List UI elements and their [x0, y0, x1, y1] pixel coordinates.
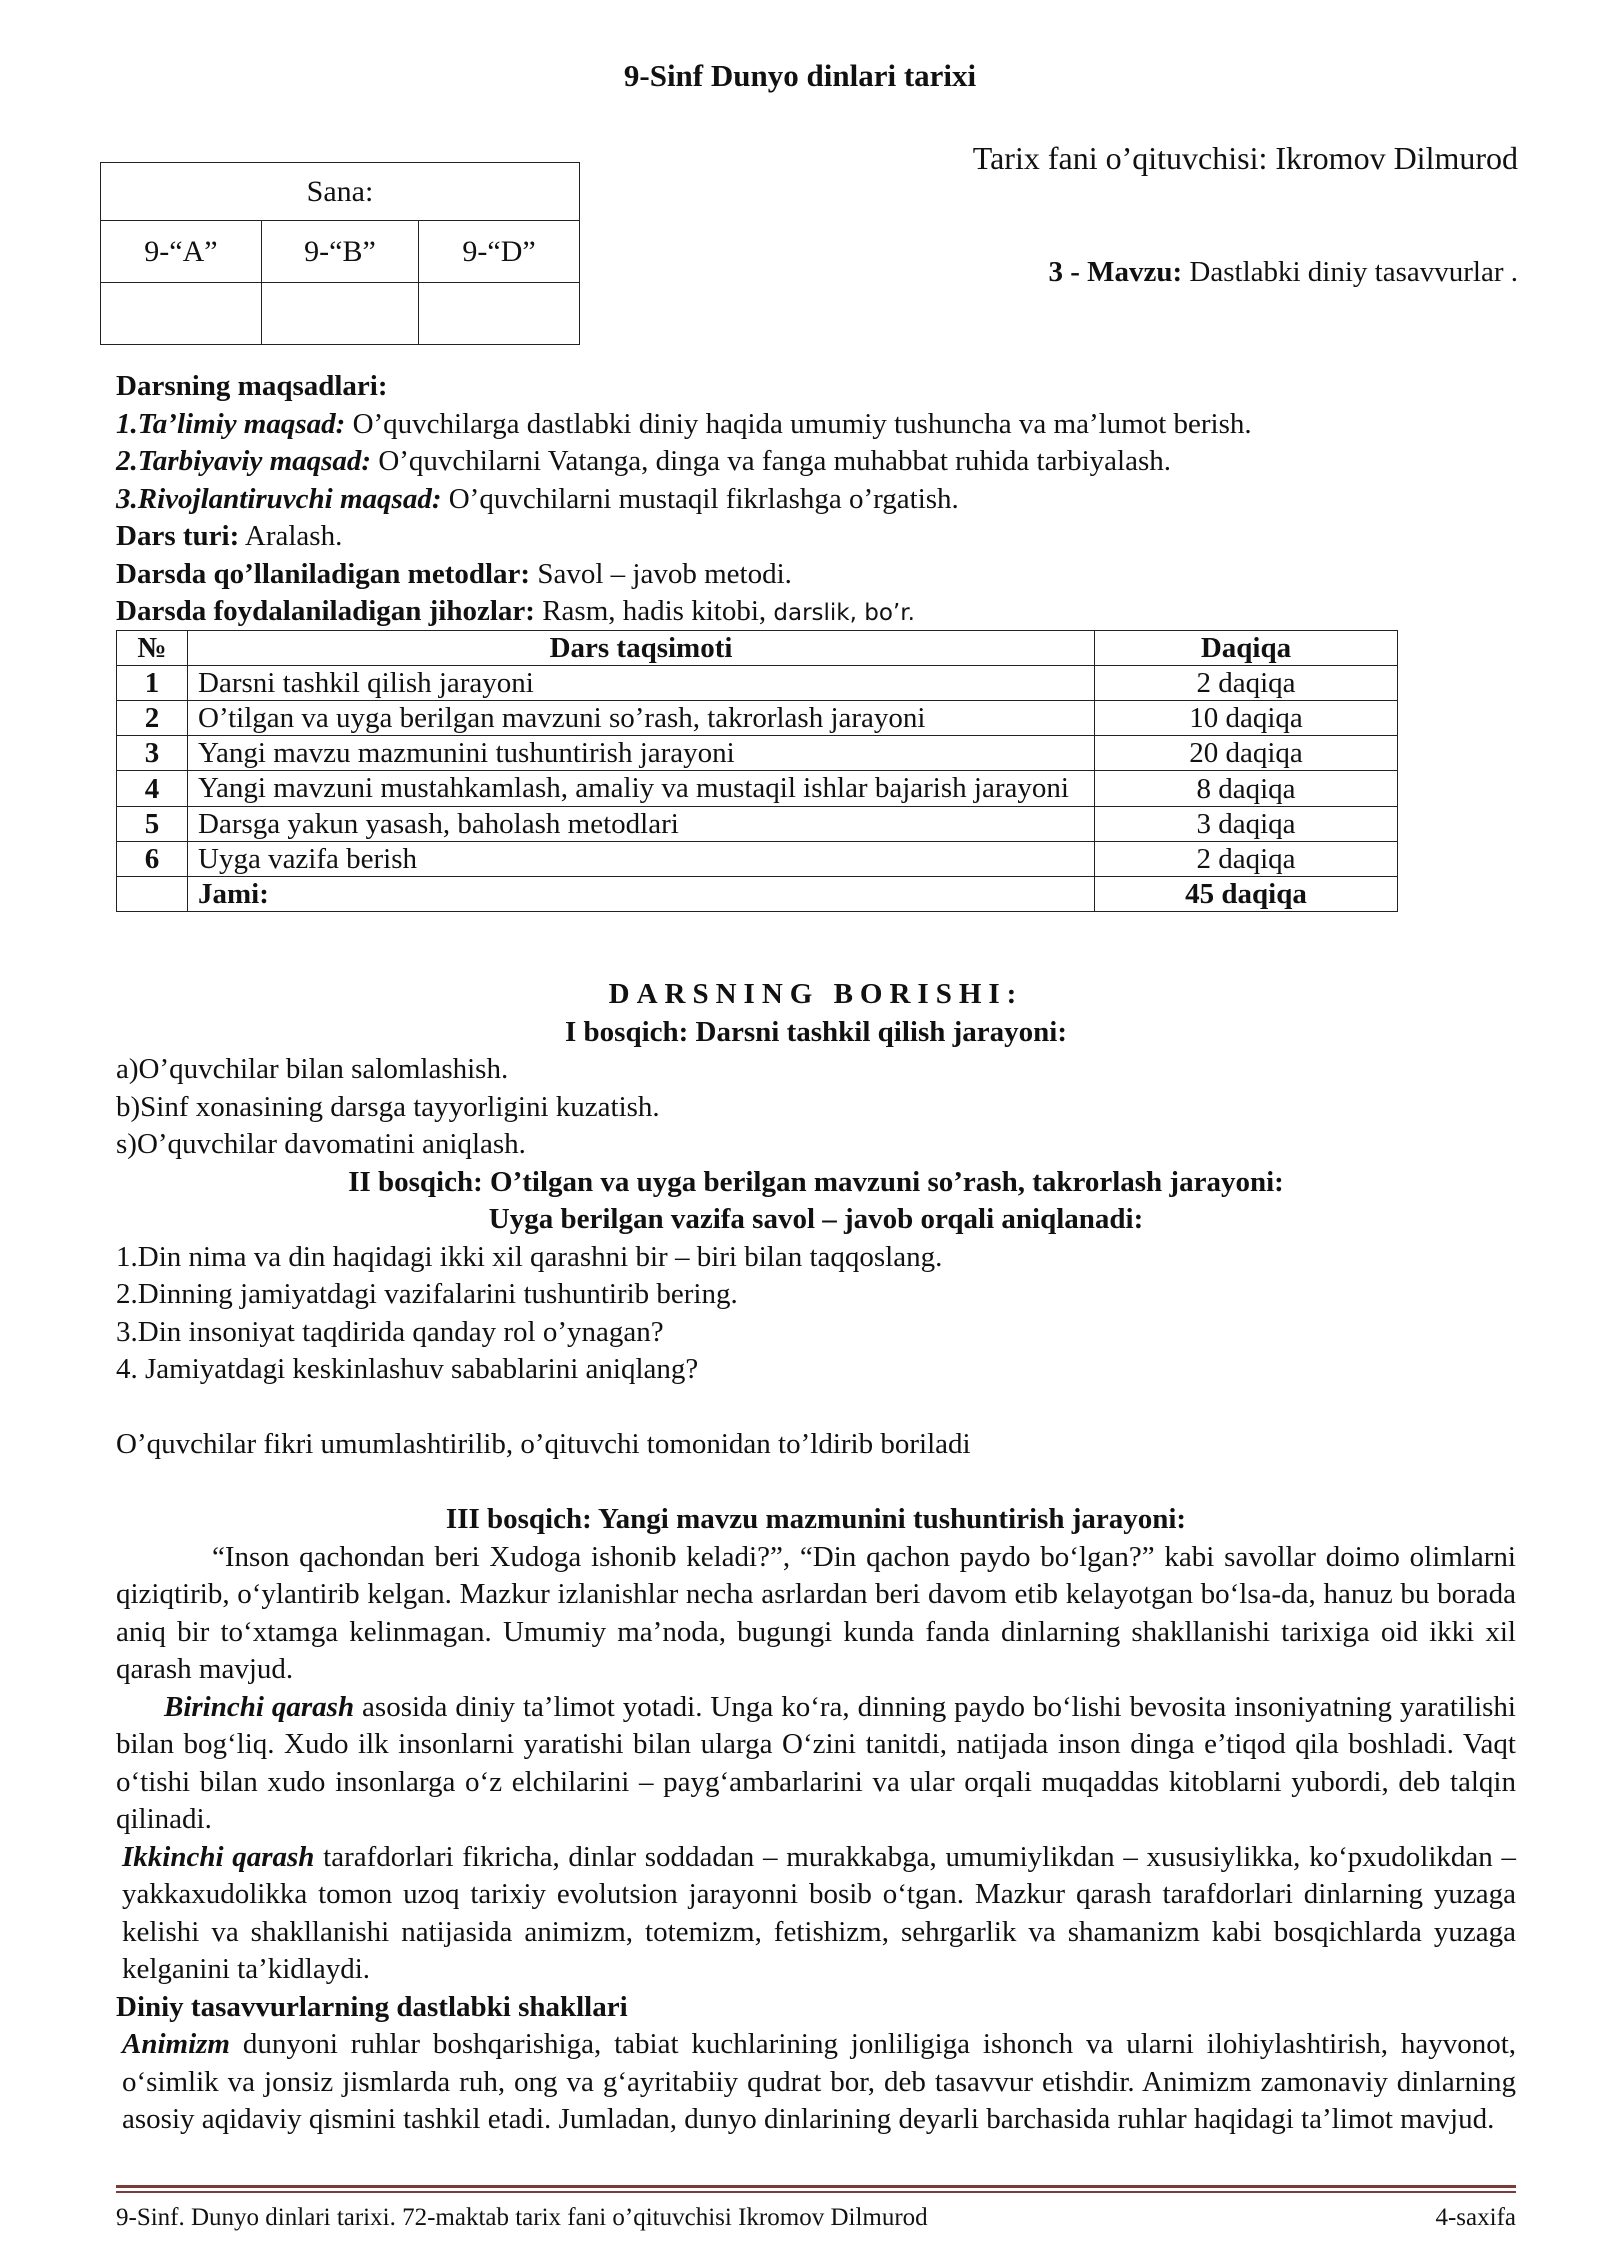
- lesson-info: [116, 368, 1516, 633]
- view-2-text: tarafdorlari fikricha, dinlar soddadan – murakkabga, umumiylikdan – xususiylikka, ko‘pxudolikdan – yakkaxudolikka tomon uzoq tarixiy evolutsion jarayonni bosib o‘tgan. Mazkur qarash tarafdorlari dinlarning yuzaga kelishi va shakllanishi natijasida animizm, totemizm, fetishizm, sehrgarlik va shamanizm kabi bosqichlarda yuzaga kelganini ta’kidlaydi.: [122, 1840, 1516, 1985]
- table-row: 1 Darsni tashkil qilish jarayoni 2 daqiqa: [117, 666, 1398, 701]
- date-table: [100, 162, 580, 345]
- topic-label: 3 - Mavzu:: [1048, 256, 1183, 288]
- table-row: 6 Uyga vazifa berish 2 daqiqa: [117, 842, 1398, 877]
- class-cell-a: 9-“A”: [101, 221, 262, 283]
- objective-2: [116, 443, 1516, 481]
- objective-3: [116, 481, 1516, 519]
- lesson-methods: Darsda qo’llaniladigan metodlar: Savol – javob metodi.: [116, 557, 792, 590]
- objective-1: [116, 406, 1516, 444]
- stage-1-title: I bosqich: Darsni tashkil qilish jarayoni:: [565, 1015, 1067, 1048]
- objective-label: 1.Ta’limiy maqsad:: [116, 407, 346, 440]
- stage-3-intro: “Inson qachondan beri Xudoga ishonib keladi?”, “Din qachon paydo bo‘lgan?” kabi savollar doimo olimlarni qiziqtirib, o‘ylantirib kelgan. Mazkur izlanishlar necha asrlardan beri davom etib kelayotgan bo‘lsa-da, hanuz bu borada aniq bir to‘xtamga kelinmagan. Umumiy ma’noda, bugungi kunda fanda dinlarning shakllanishi tarixiga oid ikki xil qarash mavjud.: [116, 1540, 1516, 1685]
- page-title: 9-Sinf Dunyo dinlari tarixi: [623, 58, 977, 93]
- stage-2-summary: O’quvchilar fikri umumlashtirilib, o’qituvchi tomonidan to’ldirib boriladi: [116, 1428, 971, 1460]
- objective-label: 2.Tarbiyaviy maqsad:: [116, 445, 372, 477]
- total-time: 45 daqiqa: [1095, 877, 1398, 912]
- table-row: 5 Darsga yakun yasash, baholash metodlari 3 daqiqa: [117, 807, 1398, 842]
- view-2-paragraph: [116, 1839, 1516, 1989]
- teacher-line: Tarix fani o’qituvchisi: Ikromov Dilmurod: [972, 140, 1518, 176]
- objective-label: 3.Rivojlantiruvchi maqsad:: [116, 482, 442, 515]
- table-header-row: [117, 631, 1398, 666]
- stage-3-title: III bosqich: Yangi mavzu mazmunini tushuntirish jarayoni:: [445, 1503, 1187, 1535]
- list-item: s)O’quvchilar davomatini aniqlash.: [116, 1128, 526, 1160]
- view-2-label: Ikkinchi qarash: [122, 1840, 315, 1873]
- date-table-header: Sana:: [101, 163, 580, 221]
- col-number-header: №: [117, 631, 188, 666]
- stage-2-subtitle: Uyga berilgan vazifa savol – javob orqali aniqlanadi:: [488, 1203, 1144, 1235]
- animism-label: Animizm: [122, 2028, 230, 2060]
- animism-paragraph: [116, 2026, 1516, 2139]
- question-item: 1.Din nima va din haqidagi ikki xil qarashni bir – biri bilan taqqoslang.: [116, 1240, 943, 1273]
- lesson-equipment: Darsda foydalaniladigan jihozlar: Rasm, hadis kitobi, darslik, bo’r.: [116, 595, 915, 627]
- footer-text: 9-Sinf. Dunyo dinlari tarixi. 72-maktab tarix fani o’qituvchisi Ikromov Dilmurod: [116, 2204, 928, 2231]
- question-item: 2.Dinning jamiyatdagi vazifalarini tushuntirib bering.: [116, 1278, 738, 1310]
- list-item: a)O’quvchilar bilan salomlashish.: [116, 1053, 509, 1085]
- table-row: 4 Yangi mavzuni mustahkamlash, amaliy va mustaqil ishlar bajarish jarayoni 8 daqiqa: [117, 771, 1398, 807]
- lesson-type: Dars turi: Aralash.: [116, 520, 343, 552]
- col-minutes-header: Daqiqa: [1095, 631, 1398, 666]
- stage-2-title: II bosqich: O’tilgan va uyga berilgan mavzuni so’rash, takrorlash jarayoni:: [348, 1165, 1284, 1198]
- date-cell-d: [419, 283, 580, 345]
- view-1-text: asosida diniy ta’limot yotadi. Unga ko‘ra, dinning paydo bo‘lishi bevosita insoniyatning yaratilishi bilan bog‘liq. Xudo ilk insonlarni yaratishi bilan ularga O‘zini tanitdi, natijada inson dinga e’tiqod qila boshladi. Vaqt o‘tishi bilan xudo insonlarga o‘z elchilarini – payg‘ambarlarini va ular orqali muqaddas kitoblarni yubordi, deb talqin qilinadi.: [116, 1690, 1516, 1835]
- question-item: 3.Din insoniyat taqdirida qanday rol o’ynagan?: [116, 1315, 664, 1348]
- view-1-paragraph: [116, 1689, 1516, 1839]
- forms-heading: Diniy tasavvurlarning dastlabki shakllari: [116, 1990, 628, 2023]
- objectives-heading: Darsning maqsadlari:: [116, 370, 388, 402]
- lesson-body: [116, 976, 1516, 2139]
- total-label: Jami:: [188, 877, 1095, 912]
- question-item: 4. Jamiyatdagi keskinlashuv sabablarini aniqlang?: [116, 1353, 699, 1385]
- footer-divider: [116, 2185, 1516, 2188]
- lesson-plan-table: [116, 630, 1398, 912]
- footer-divider: [116, 2191, 1516, 2193]
- table-row: 2 O’tilgan va uyga berilgan mavzuni so’rash, takrorlash jarayoni 10 daqiqa: [117, 701, 1398, 736]
- lesson-heading: DARSNING BORISHI:: [608, 978, 1024, 1010]
- page-number: 4-saxifa: [1435, 2204, 1516, 2231]
- animism-text: dunyoni ruhlar boshqarishiga, tabiat kuchlarining jonliligiga ishonch va ularni ilohiylashtirish, hayvonot, o‘simlik va jonsiz jismlarda ruh, ong va g‘ayritabiiy qudrat bor, deb tasavvur etishdir. Animizm zamonaviy dinlarning asosiy aqidaviy qismini tashkil etadi. Jumladan, dunyo dinlarining deyarli barchasida ruhlar haqidagi ta’limot mavjud.: [122, 2028, 1516, 2135]
- date-cell-b: [261, 283, 418, 345]
- list-item: b)Sinf xonasining darsga tayyorligini kuzatish.: [116, 1090, 660, 1123]
- objective-text: O’quvchilarga dastlabki diniy haqida umumiy tushuncha va ma’lumot berish.: [345, 407, 1252, 440]
- class-cell-b: 9-“B”: [261, 221, 418, 283]
- objective-text: O’quvchilarni Vatanga, dinga va fanga muhabbat ruhida tarbiyalash.: [371, 445, 1171, 477]
- view-1-label: Birinchi qarash: [164, 1690, 355, 1723]
- col-description-header: Dars taqsimoti: [188, 631, 1095, 666]
- topic-line: [1048, 256, 1518, 289]
- table-row: 3 Yangi mavzu mazmunini tushuntirish jarayoni 20 daqiqa: [117, 736, 1398, 771]
- class-cell-d: 9-“D”: [419, 221, 580, 283]
- date-cell-a: [101, 283, 262, 345]
- topic-text: Dastlabki diniy tasavvurlar .: [1182, 256, 1518, 288]
- table-total-row: [117, 877, 1398, 912]
- objective-text: O’quvchilarni mustaqil fikrlashga o’rgatish.: [441, 482, 959, 515]
